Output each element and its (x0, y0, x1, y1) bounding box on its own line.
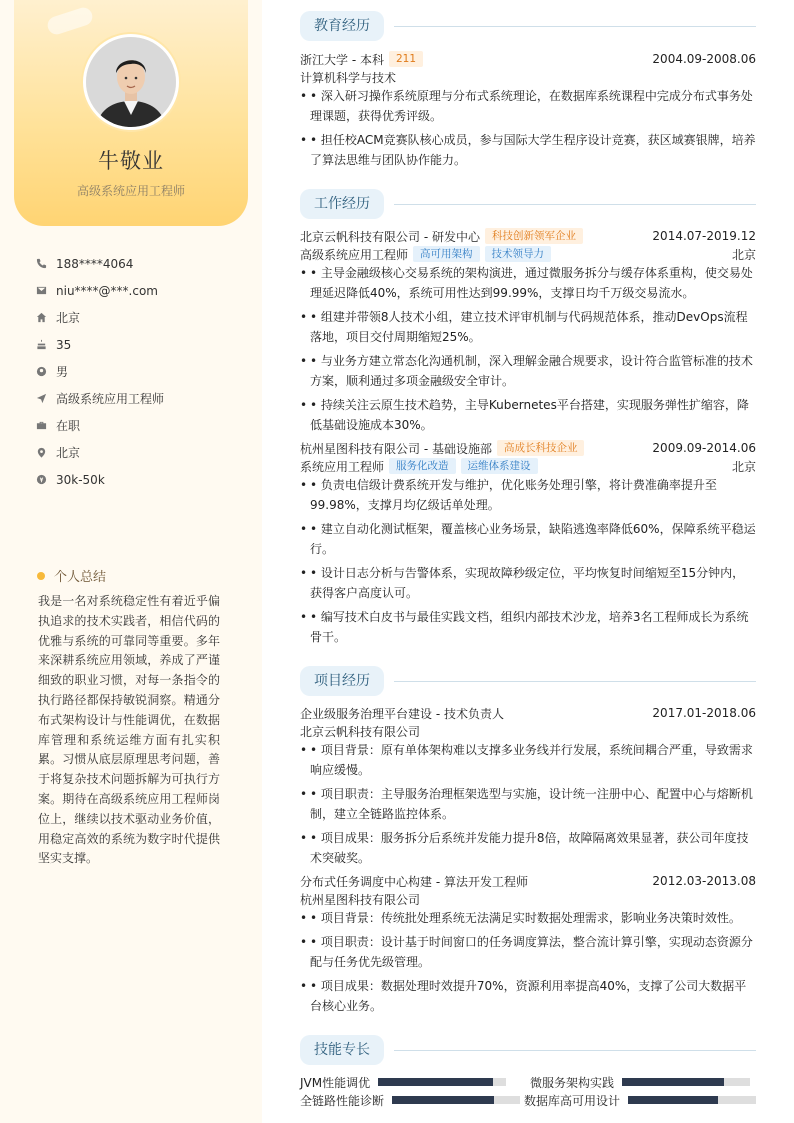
contact-info (36, 250, 246, 493)
education-date: 2004.09-2008.06 (652, 52, 756, 66)
list-item: • • 与业务方建立常态化沟通机制，深入理解金融合规要求，设计符合监管标准的技术方案，顺利通过多项金融级安全审计。 (300, 351, 756, 391)
profile-name: 牛敬业 (98, 149, 164, 173)
project-1-header (300, 704, 756, 722)
list-item: • • 持续关注云原生技术趋势，主导Kubernetes平台搭建，实现服务弹性扩缩容，降低基础设施成本30%。 (300, 395, 756, 435)
skill-name: JVM性能调优 (300, 1075, 371, 1090)
info-phone (36, 250, 246, 277)
section-title: 工作经历 (300, 189, 384, 219)
skill-bar-fill (628, 1096, 718, 1104)
work-1-role-row (300, 245, 756, 263)
info-text: 北京 (56, 446, 81, 460)
section-project (300, 666, 756, 696)
section-skills (300, 1035, 756, 1065)
skill-tag: 服务化改造 (389, 458, 456, 474)
section-education (300, 11, 756, 41)
info-text: niu****@***.com (56, 283, 158, 298)
skill-bar (622, 1078, 750, 1086)
divider (394, 1050, 756, 1051)
project-2-company-row (300, 890, 756, 908)
profile-title: 高级系统应用工程师 (76, 184, 185, 198)
skill-item (300, 1092, 520, 1108)
salary-icon (36, 474, 56, 485)
project-1-company-row (300, 722, 756, 740)
project-name: 分布式任务调度中心构建 - 算法开发工程师 (300, 874, 528, 889)
section-title: 项目经历 (300, 666, 384, 696)
list-item: • • 项目背景：原有单体架构难以支撑多业务线并行发展，系统间耦合严重，导致需求响应缓慢。 (300, 740, 756, 780)
list-item: • • 建立自动化测试框架，覆盖核心业务场景，缺陷逃逸率降低60%，保障系统平稳运行。 (300, 519, 756, 559)
work-city: 北京 (731, 247, 756, 262)
project-name: 企业级服务治理平台建设 - 技术负责人 (300, 706, 504, 721)
company-name: 杭州星图科技有限公司 - 基础设施部 (300, 441, 492, 456)
info-text: 35 (56, 337, 72, 352)
location-icon (36, 447, 56, 458)
briefcase-icon (36, 420, 56, 431)
info-email (36, 277, 246, 304)
summary-text: 我是一名对系统稳定性有着近乎偏执追求的技术实践者，相信代码的优雅与系统的可靠同等重要。多年来深耕系统应用领域，养成了严谨细致的职业习惯，对每一条指令的执行路径都保持敏锐洞察。精通分布式架构设计与性能调优，在数据库管理和系统运维方面有扎实积累。习惯从底层原理思考问题，善于将复杂技术问题拆解为可执行方案。期待在高级系统应用工程师岗位上，继续以技术驱动业务价值，用稳定高效的系统为数字时代提供坚实支撑。 (38, 594, 220, 866)
skill-name: 数据库高可用设计 (524, 1093, 621, 1108)
avatar (83, 34, 179, 130)
section-title: 技能专长 (300, 1035, 384, 1065)
project-2-bullets (300, 908, 756, 1020)
skill-bar-fill (392, 1096, 494, 1104)
list-item: • • 项目成果：数据处理时效提升70%，资源利用率提高40%，支撑了公司大数据平台核心业务。 (300, 976, 756, 1016)
work-2-header (300, 439, 756, 457)
skill-name: 微服务架构实践 (530, 1075, 615, 1090)
info-city (36, 304, 246, 331)
phone-icon (36, 258, 56, 269)
gender-icon (36, 366, 56, 377)
list-item: • • 项目成果：服务拆分后系统并发能力提升8倍，故障隔离效果显著，获公司年度技术突破奖。 (300, 828, 756, 868)
school-tag: 211 (389, 51, 423, 67)
project-company: 北京云帆科技有限公司 (300, 724, 421, 739)
info-location (36, 439, 246, 466)
skill-bar (378, 1078, 506, 1086)
section-work (300, 189, 756, 219)
skill-bar-fill (378, 1078, 493, 1086)
info-text: 高级系统应用工程师 (56, 392, 165, 406)
decorative-pill (45, 5, 94, 36)
education-bullets (300, 86, 756, 174)
education-header (300, 50, 756, 68)
info-age (36, 331, 246, 358)
work-2-role-row (300, 457, 756, 475)
project-2-header (300, 872, 756, 890)
work-2-bullets (300, 475, 756, 651)
divider (394, 681, 756, 682)
work-1-header (300, 227, 756, 245)
info-text: 188****4064 (56, 256, 134, 271)
skill-item (524, 1092, 756, 1108)
list-item: • • 项目职责：主导服务治理框架选型与实施，设计统一注册中心、配置中心与熔断机制，建立全链路监控体系。 (300, 784, 756, 824)
job-role: 高级系统应用工程师 (300, 247, 409, 262)
education-major-row (300, 68, 756, 86)
work-city: 北京 (731, 459, 756, 474)
divider (394, 204, 756, 205)
info-gender (36, 358, 246, 385)
section-title: 教育经历 (300, 11, 384, 41)
list-item: • • 主导金融级核心交易系统的架构演进，通过微服务拆分与缓存体系重构，使交易处理延迟降低40%，系统可用性达到99.99%，支撑日均千万级交易流水。 (300, 263, 756, 303)
company-tag: 高成长科技企业 (497, 440, 585, 456)
info-position (36, 385, 246, 412)
project-company: 杭州星图科技有限公司 (300, 892, 421, 907)
info-text: 30k-50k (56, 472, 105, 487)
skill-bar (628, 1096, 756, 1104)
send-icon (36, 393, 56, 404)
list-item: • • 深入研习操作系统原理与分布式系统理论，在数据库系统课程中完成分布式事务处理课题，获得优秀评级。 (300, 86, 756, 126)
project-1-bullets (300, 740, 756, 872)
info-text: 北京 (56, 311, 81, 325)
list-item: • • 组建并带领8人技术小组，建立技术评审机制与代码规范体系，推动DevOps流程落地，项目交付周期缩短25%。 (300, 307, 756, 347)
info-text: 在职 (56, 419, 81, 433)
skill-item (530, 1074, 750, 1090)
work-date: 2014.07-2019.12 (652, 229, 756, 243)
info-text: 男 (56, 365, 69, 379)
cake-icon (36, 339, 56, 350)
company-name: 北京云帆科技有限公司 - 研发中心 (300, 229, 480, 244)
skill-tag: 运维体系建设 (461, 458, 538, 474)
job-role: 系统应用工程师 (300, 459, 385, 474)
list-item: • • 编写技术白皮书与最佳实践文档，组织内部技术沙龙，培养3名工程师成长为系统骨干。 (300, 607, 756, 647)
list-item: • • 担任校ACM竞赛队核心成员，参与国际大学生程序设计竞赛，获区域赛银牌，培养了算法思维与团队协作能力。 (300, 130, 756, 170)
divider (394, 26, 756, 27)
skill-bar (392, 1096, 520, 1104)
skill-tag: 高可用架构 (413, 246, 480, 262)
home-icon (36, 312, 56, 323)
skill-bar-fill (622, 1078, 724, 1086)
work-1-bullets (300, 263, 756, 439)
list-item: • • 项目职责：设计基于时间窗口的任务调度算法，整合流计算引擎，实现动态资源分配与任务优先级管理。 (300, 932, 756, 972)
summary-heading: 个人总结 (37, 566, 106, 585)
list-item: • • 项目背景：传统批处理系统无法满足实时数据处理需求，影响业务决策时效性。 (300, 908, 756, 928)
list-item: • • 负责电信级计费系统开发与维护，优化账务处理引擎，将计费准确率提升至99.98%，支撑月均亿级话单处理。 (300, 475, 756, 515)
bullet-dot-icon (37, 572, 45, 580)
skill-tag: 技术领导力 (485, 246, 552, 262)
work-date: 2009.09-2014.06 (652, 441, 756, 455)
company-tag: 科技创新领军企业 (485, 228, 583, 244)
info-salary (36, 466, 246, 493)
skill-name: 全链路性能诊断 (300, 1093, 385, 1108)
education-major: 计算机科学与技术 (300, 70, 397, 85)
school-name: 浙江大学 - 本科 (300, 52, 384, 67)
project-date: 2012.03-2013.08 (652, 874, 756, 888)
skill-item (300, 1074, 506, 1090)
list-item: • • 设计日志分析与告警体系，实现故障秒级定位，平均恢复时间缩短至15分钟内，获得客户高度认可。 (300, 563, 756, 603)
project-date: 2017.01-2018.06 (652, 706, 756, 720)
mail-icon (36, 285, 56, 296)
info-status (36, 412, 246, 439)
